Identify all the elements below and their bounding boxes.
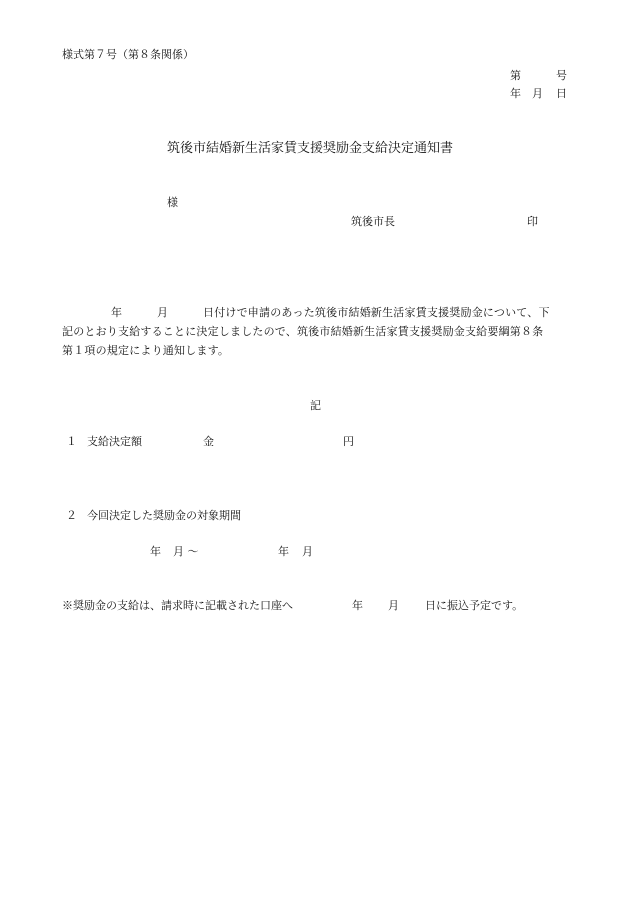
note-prefix: ※奨励金の支給は、請求時に記載された口座へ bbox=[62, 599, 293, 612]
body-line3: 第１項の規定により通知します。 bbox=[62, 344, 230, 357]
document-title: 筑後市結婚新生活家賃支援奨励金支給決定通知書 bbox=[167, 141, 454, 156]
note-month: 月 bbox=[388, 599, 399, 612]
item2-number: ２ bbox=[66, 509, 77, 522]
body-year: 年 bbox=[111, 306, 123, 319]
number-suffix: 号 bbox=[556, 69, 567, 82]
period-from-month: 月 ～ bbox=[173, 545, 199, 558]
item1-number: １ bbox=[66, 435, 77, 448]
period-from-year: 年 bbox=[150, 545, 161, 558]
item1-kin: 金 bbox=[203, 435, 214, 448]
body-line1: 日付けで申請のあった筑後市結婚新生活家賃支援奨励金について、下 bbox=[203, 306, 550, 319]
date-day: 日 bbox=[556, 87, 567, 100]
item2-label: 今回決定した奨励金の対象期間 bbox=[87, 509, 241, 522]
item1-yen: 円 bbox=[343, 435, 354, 448]
number-prefix: 第 bbox=[510, 69, 521, 82]
addressee-suffix: 様 bbox=[167, 196, 178, 209]
body-month: 月 bbox=[157, 306, 169, 319]
date-month: 月 bbox=[532, 87, 543, 100]
note-suffix: 日に振込予定です。 bbox=[425, 599, 524, 612]
note-year: 年 bbox=[352, 599, 363, 612]
body-line2: 記のとおり支給することに決定しましたので、筑後市結婚新生活家賃支援奨励金支給要綱第８条 bbox=[62, 325, 544, 338]
date-year: 年 bbox=[510, 87, 521, 100]
ki-heading: 記 bbox=[310, 399, 321, 412]
item1-label: 支給決定額 bbox=[87, 435, 142, 448]
period-to-year: 年 bbox=[278, 545, 289, 558]
seal-mark: 印 bbox=[527, 215, 538, 228]
form-label: 様式第７号（第８条関係） bbox=[62, 48, 194, 61]
period-to-month: 月 bbox=[302, 545, 313, 558]
sender-name: 筑後市長 bbox=[351, 215, 395, 228]
